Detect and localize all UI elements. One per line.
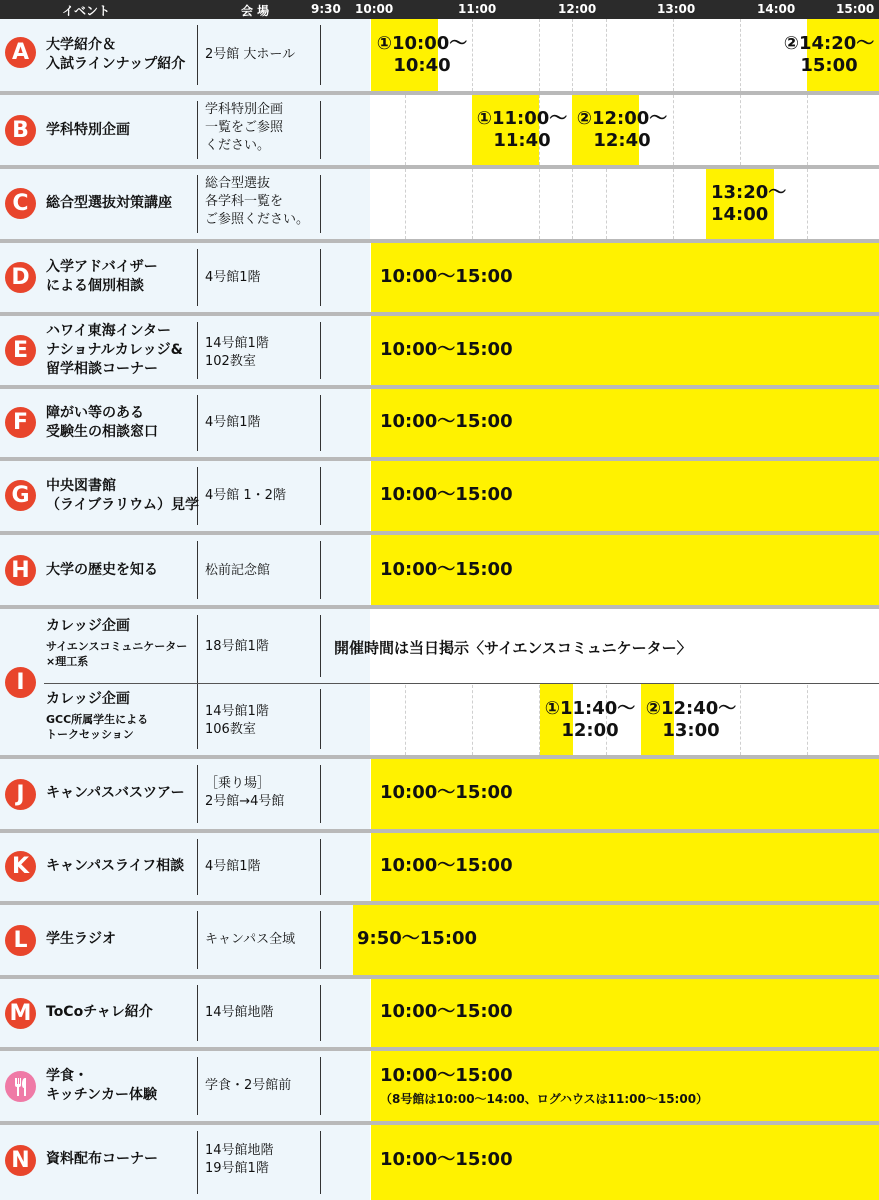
event-title: 入学アドバイザー による個別相談 xyxy=(46,259,158,294)
time-range: 10:00～15:00 xyxy=(380,1065,513,1086)
venue: 14号館1階 106教室 xyxy=(205,704,269,737)
event-title: ToCoチャレ紹介 xyxy=(46,1004,153,1020)
slot-time: ②12:40～ 13:00 xyxy=(645,698,737,741)
event-row-e xyxy=(0,316,879,389)
event-row-d xyxy=(0,243,879,316)
event-title: キャンパスバスツアー xyxy=(46,785,185,801)
event-row-b xyxy=(0,95,879,169)
time-label-1500: 15:00 xyxy=(836,2,875,16)
fork-knife-icon xyxy=(5,1071,36,1102)
time-label-1400: 14:00 xyxy=(757,2,796,16)
venue: キャンパス全域 xyxy=(205,932,296,947)
time-range: 9:50～15:00 xyxy=(357,928,478,949)
time-range: 10:00～15:00 xyxy=(380,411,513,432)
time-label-0930: 9:30 xyxy=(311,2,341,16)
slot-time: ①10:00～ 10:40 xyxy=(376,33,468,76)
venue: 14号館地階 xyxy=(205,1005,274,1020)
event-title: キャンパスライフ相談 xyxy=(46,858,185,874)
event-title: 資料配布コーナー xyxy=(46,1151,158,1167)
sub-event-subtitle: サイエンスコミュニケーター ×理工系 xyxy=(46,640,188,668)
event-title: 大学の歴史を知る xyxy=(46,562,158,578)
event-row-n xyxy=(0,1125,879,1200)
badge-g: G xyxy=(5,480,36,511)
time-label-1200: 12:00 xyxy=(558,2,597,16)
event-title: 中央図書館 （ライブラリウム）見学 xyxy=(46,478,200,513)
event-row-j xyxy=(0,759,879,833)
badge-b: B xyxy=(5,115,36,146)
badge-j: J xyxy=(5,779,36,810)
time-range: 10:00～15:00 xyxy=(380,782,513,803)
badge-h: H xyxy=(5,555,36,586)
event-row-food xyxy=(0,1051,879,1125)
badge-a: A xyxy=(5,37,36,68)
event-row-k xyxy=(0,833,879,905)
venue: 学科特別企画 一覧をご参照 ください。 xyxy=(205,102,284,153)
event-row-g xyxy=(0,461,879,535)
slot-time: 13:20～ 14:00 xyxy=(711,182,787,225)
venue: 総合型選抜 各学科一覧を ご参照ください。 xyxy=(205,176,310,227)
event-title: 学食・ キッチンカー体験 xyxy=(46,1068,158,1103)
slot-time: ①11:40～ 12:00 xyxy=(544,698,636,741)
event-title: ハワイ東海インター ナショナルカレッジ& 留学相談コーナー xyxy=(46,323,183,377)
event-column-label: イベント xyxy=(62,4,111,18)
event-title: 学生ラジオ xyxy=(46,931,116,947)
time-range: 10:00～15:00 xyxy=(380,339,513,360)
time-label-1100: 11:00 xyxy=(458,2,497,16)
time-range: 10:00～15:00 xyxy=(380,1001,513,1022)
time-range: 10:00～15:00 xyxy=(380,266,513,287)
event-row-f xyxy=(0,389,879,461)
sub-event-subtitle: GCC所属学生による トークセッション xyxy=(46,713,149,741)
venue: 18号館1階 xyxy=(205,639,269,654)
event-title: 学科特別企画 xyxy=(46,122,130,138)
slot-time: ②12:00～ 12:40 xyxy=(576,108,668,151)
event-title: 総合型選抜対策講座 xyxy=(46,195,172,211)
time-note: （8号館は10:00～14:00、ログハウスは11:00～15:00） xyxy=(380,1092,709,1106)
event-title: 大学紹介＆ 入試ラインナップ紹介 xyxy=(46,37,186,72)
venue: 4号館 1・2階 xyxy=(205,488,286,503)
badge-c: C xyxy=(5,188,36,219)
timetable-header xyxy=(0,0,879,19)
time-range: 10:00～15:00 xyxy=(380,855,513,876)
venue: 学食・2号館前 xyxy=(205,1078,292,1093)
venue: 4号館1階 xyxy=(205,270,261,285)
time-label-1000: 10:00 xyxy=(355,2,394,16)
badge-e: E xyxy=(5,335,36,366)
event-row-m xyxy=(0,979,879,1051)
badge-f: F xyxy=(5,407,36,438)
venue: 松前記念館 xyxy=(205,563,271,578)
venue: 4号館1階 xyxy=(205,415,261,430)
badge-m: M xyxy=(5,998,36,1029)
time-range: 10:00～15:00 xyxy=(380,1149,513,1170)
venue: ［乗り場］ 2号館→4号館 xyxy=(205,776,285,809)
sub-event-title: カレッジ企画 xyxy=(46,618,130,634)
venue: 14号館1階 102教室 xyxy=(205,336,269,369)
venue: 4号館1階 xyxy=(205,859,261,874)
badge-k: K xyxy=(5,851,36,882)
event-row-c xyxy=(0,169,879,243)
badge-n: N xyxy=(5,1145,36,1176)
slot-time: ②14:20～ 15:00 xyxy=(783,33,875,76)
venue: 2号館 大ホール xyxy=(205,47,296,62)
time-range: 10:00～15:00 xyxy=(380,559,513,580)
slot-time: ①11:00～ 11:40 xyxy=(476,108,568,151)
badge-l: L xyxy=(5,925,36,956)
event-row-l xyxy=(0,905,879,979)
sub-event-title: カレッジ企画 xyxy=(46,691,130,707)
time-range: 10:00～15:00 xyxy=(380,484,513,505)
time-label-1300: 13:00 xyxy=(657,2,696,16)
schedule-notice: 開催時間は当日掲示〈サイエンスコミュニケーター〉 xyxy=(334,639,692,657)
event-title: 障がい等のある 受験生の相談窓口 xyxy=(46,405,158,440)
timetable xyxy=(0,19,879,1200)
event-row-h xyxy=(0,535,879,609)
event-row-i xyxy=(0,609,879,759)
badge-i: I xyxy=(5,667,36,698)
event-row-a xyxy=(0,19,879,95)
venue-column-label: 会 場 xyxy=(241,4,270,18)
venue: 14号館地階 19号館1階 xyxy=(205,1143,274,1176)
badge-d: D xyxy=(5,262,36,293)
